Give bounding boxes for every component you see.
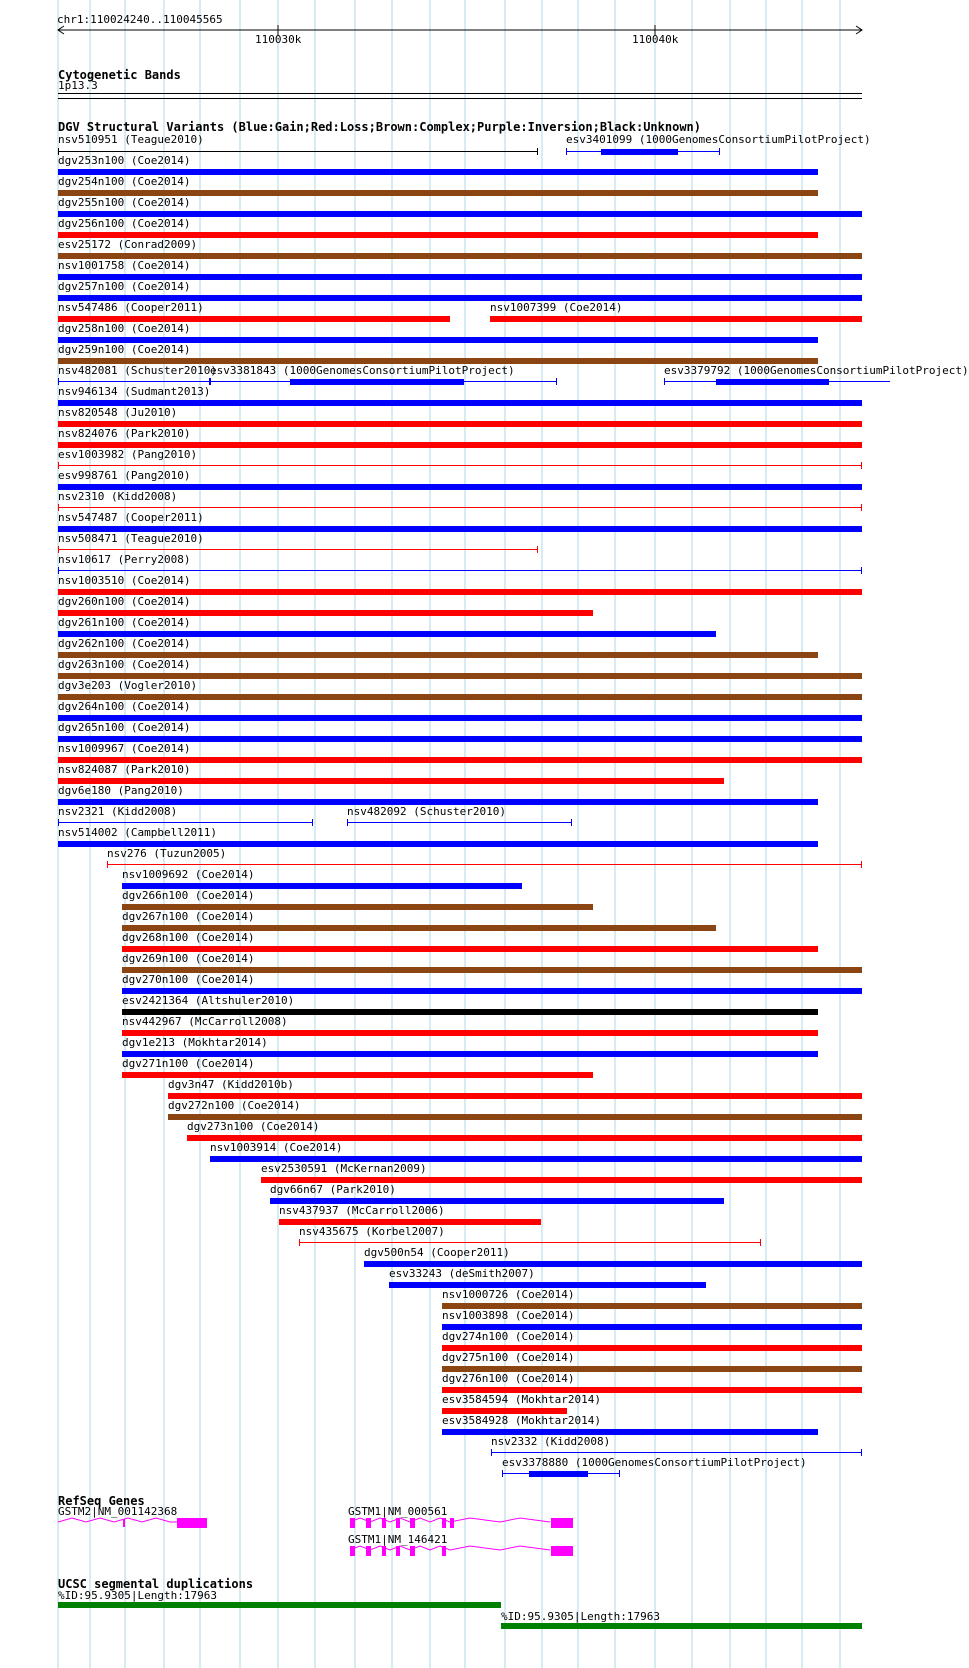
variant-label: nsv1001758 (Coe2014): [58, 259, 191, 272]
variant-label: nsv824076 (Park2010): [58, 427, 191, 440]
variant-label: dgv500n54 (Cooper2011): [364, 1246, 510, 1259]
variant-label: dgv3e203 (Vogler2010): [58, 679, 198, 692]
variant-label: nsv547487 (Cooper2011): [58, 511, 204, 524]
variant-label: nsv1003898 (Coe2014): [442, 1309, 575, 1322]
variant-end-tick: [502, 1470, 503, 1477]
variant-label: nsv482092 (Schuster2010): [347, 805, 506, 818]
variant-label: esv3584594 (Mokhtar2014): [442, 1393, 601, 1406]
segdup-bar[interactable]: [501, 1623, 862, 1629]
variant-label: dgv268n100 (Coe2014): [122, 931, 255, 944]
variant-label: nsv437937 (McCarroll2006): [279, 1204, 445, 1217]
variant-end-tick: [58, 462, 59, 469]
variant-end-tick: [566, 148, 567, 155]
segdup-bar[interactable]: [58, 1602, 501, 1608]
variant-label: nsv1003510 (Coe2014): [58, 574, 191, 587]
cytoband-label: 1p13.3: [58, 79, 98, 92]
variant-end-tick: [299, 1239, 300, 1246]
variant-label: nsv820548 (Ju2010): [58, 406, 178, 419]
variant-label: dgv262n100 (Coe2014): [58, 637, 191, 650]
gene-label: GSTM2|NM_001142368: [58, 1505, 178, 1518]
variant-end-tick: [58, 504, 59, 511]
variant-label: dgv275n100 (Coe2014): [442, 1351, 575, 1364]
variant-label: dgv274n100 (Coe2014): [442, 1330, 575, 1343]
variant-end-tick: [58, 546, 59, 553]
variant-label: dgv260n100 (Coe2014): [58, 595, 191, 608]
variant-label: esv1003982 (Pang2010): [58, 448, 198, 461]
ruler-tick-label: 110040k: [632, 33, 679, 46]
variant-end-tick: [58, 567, 59, 574]
gene-gstm1-a[interactable]: [0, 1514, 890, 1534]
variant-label: nsv10617 (Perry2008): [58, 553, 191, 566]
variant-end-tick: [664, 378, 665, 385]
variant-end-tick: [537, 148, 538, 155]
track-title-segdup: UCSC segmental duplications: [58, 1577, 254, 1591]
variant-label: esv2421364 (Altshuler2010): [122, 994, 295, 1007]
variant-label: esv25172 (Conrad2009): [58, 238, 198, 251]
variant-label: esv33243 (deSmith2007): [389, 1267, 535, 1280]
location-label: chr1:110024240..110045565: [57, 13, 223, 26]
variant-label: nsv510951 (Teague2010): [58, 133, 204, 146]
variant-end-tick: [58, 819, 59, 826]
variant-label: nsv276 (Tuzun2005): [107, 847, 227, 860]
variant-label: dgv276n100 (Coe2014): [442, 1372, 575, 1385]
variant-label: dgv266n100 (Coe2014): [122, 889, 255, 902]
variant-end-tick: [537, 546, 538, 553]
variant-label: nsv824087 (Park2010): [58, 763, 191, 776]
cytoband-bar[interactable]: [58, 93, 862, 94]
track-title-refseq: RefSeq Genes: [58, 1494, 145, 1508]
variant-bar[interactable]: [58, 549, 538, 550]
segdup-label: %ID:95.9305|Length:17963: [58, 1589, 217, 1602]
variant-label: nsv1003914 (Coe2014): [210, 1141, 343, 1154]
variant-bar[interactable]: [58, 400, 862, 406]
variant-end-tick: [861, 462, 862, 469]
variant-end-tick: [312, 819, 313, 826]
gene-label: GSTM1|NM_146421: [348, 1533, 448, 1546]
variant-label: nsv2321 (Kidd2008): [58, 805, 178, 818]
variant-core[interactable]: [529, 1471, 588, 1477]
variant-end-tick: [619, 1470, 620, 1477]
variant-label: nsv1009967 (Coe2014): [58, 742, 191, 755]
variant-label: nsv2332 (Kidd2008): [491, 1435, 611, 1448]
variant-label: esv3381843 (1000GenomesConsortiumPilotProject): [210, 364, 515, 377]
variant-bar[interactable]: [58, 822, 313, 823]
variant-end-tick: [861, 504, 862, 511]
variant-end-tick: [861, 861, 862, 868]
track-divider: [58, 98, 862, 99]
track-title-cytoband: Cytogenetic Bands: [58, 68, 181, 82]
variant-core[interactable]: [601, 149, 678, 155]
variant-label: dgv271n100 (Coe2014): [122, 1057, 255, 1070]
variant-label: nsv1007399 (Coe2014): [490, 301, 623, 314]
variant-bar[interactable]: [347, 822, 572, 823]
variant-core[interactable]: [716, 379, 829, 385]
variant-label: nsv2310 (Kidd2008): [58, 490, 178, 503]
variant-core[interactable]: [290, 379, 464, 385]
ruler-tick-label: 110030k: [255, 33, 302, 46]
variant-label: nsv442967 (McCarroll2008): [122, 1015, 288, 1028]
variant-label: dgv269n100 (Coe2014): [122, 952, 255, 965]
segdup-label: %ID:95.9305|Length:17963: [501, 1610, 660, 1623]
variant-label: esv3401099 (1000GenomesConsortiumPilotProject): [566, 133, 871, 146]
variant-bar[interactable]: [58, 570, 862, 571]
variant-end-tick: [861, 567, 862, 574]
variant-label: dgv267n100 (Coe2014): [122, 910, 255, 923]
variant-label: nsv547486 (Cooper2011): [58, 301, 204, 314]
gene-label: GSTM1|NM_000561: [348, 1505, 448, 1518]
variant-label: dgv270n100 (Coe2014): [122, 973, 255, 986]
variant-end-tick: [556, 378, 557, 385]
gene-gstm1-b[interactable]: [0, 1542, 890, 1562]
variant-label: esv3584928 (Mokhtar2014): [442, 1414, 601, 1427]
variant-label: dgv256n100 (Coe2014): [58, 217, 191, 230]
variant-label: dgv259n100 (Coe2014): [58, 343, 191, 356]
variant-label: dgv272n100 (Coe2014): [168, 1099, 301, 1112]
variant-label: dgv66n67 (Park2010): [270, 1183, 396, 1196]
variant-label: esv2530591 (McKernan2009): [261, 1162, 427, 1175]
variant-label: nsv946134 (Sudmant2013): [58, 385, 211, 398]
variant-end-tick: [491, 1449, 492, 1456]
variant-label: nsv482081 (Schuster2010): [58, 364, 217, 377]
variant-bar[interactable]: [58, 381, 210, 382]
variant-end-tick: [210, 378, 211, 385]
variant-bar[interactable]: [58, 507, 862, 508]
variant-label: dgv263n100 (Coe2014): [58, 658, 191, 671]
variant-end-tick: [58, 378, 59, 385]
variant-label: esv3379792 (1000GenomesConsortiumPilotProject): [664, 364, 969, 377]
variant-label: dgv255n100 (Coe2014): [58, 196, 191, 209]
variant-end-tick: [107, 861, 108, 868]
variant-label: dgv264n100 (Coe2014): [58, 700, 191, 713]
variant-end-tick: [571, 819, 572, 826]
variant-end-tick: [347, 819, 348, 826]
variant-label: dgv3n47 (Kidd2010b): [168, 1078, 294, 1091]
variant-label: dgv254n100 (Coe2014): [58, 175, 191, 188]
variant-bar[interactable]: [299, 1242, 761, 1243]
variant-bar[interactable]: [58, 151, 538, 152]
variant-label: nsv1000726 (Coe2014): [442, 1288, 575, 1301]
variant-label: dgv261n100 (Coe2014): [58, 616, 191, 629]
track-title-dgv: DGV Structural Variants (Blue:Gain;Red:Loss;Brown:Complex;Purple:Inversion;Black:Unknown): [58, 120, 701, 134]
variant-end-tick: [760, 1239, 761, 1246]
variant-label: nsv508471 (Teague2010): [58, 532, 204, 545]
variant-bar[interactable]: [490, 316, 862, 322]
variant-label: dgv265n100 (Coe2014): [58, 721, 191, 734]
variant-end-tick: [719, 148, 720, 155]
variant-label: esv3378880 (1000GenomesConsortiumPilotProject): [502, 1456, 807, 1469]
variant-label: dgv273n100 (Coe2014): [187, 1120, 320, 1133]
variant-bar[interactable]: [491, 1452, 862, 1453]
variant-label: dgv253n100 (Coe2014): [58, 154, 191, 167]
variant-label: dgv1e213 (Mokhtar2014): [122, 1036, 268, 1049]
variant-bar[interactable]: [58, 465, 862, 466]
variant-label: dgv6e180 (Pang2010): [58, 784, 184, 797]
variant-end-tick: [861, 1449, 862, 1456]
variant-label: dgv258n100 (Coe2014): [58, 322, 191, 335]
variant-label: nsv435675 (Korbel2007): [299, 1225, 445, 1238]
variant-label: dgv257n100 (Coe2014): [58, 280, 191, 293]
variant-bar[interactable]: [107, 864, 862, 865]
variant-label: nsv1009692 (Coe2014): [122, 868, 255, 881]
ruler-axis[interactable]: [0, 22, 890, 42]
variant-label: nsv514002 (Campbell2011): [58, 826, 217, 839]
variant-bar[interactable]: [58, 484, 862, 490]
variant-label: esv998761 (Pang2010): [58, 469, 191, 482]
